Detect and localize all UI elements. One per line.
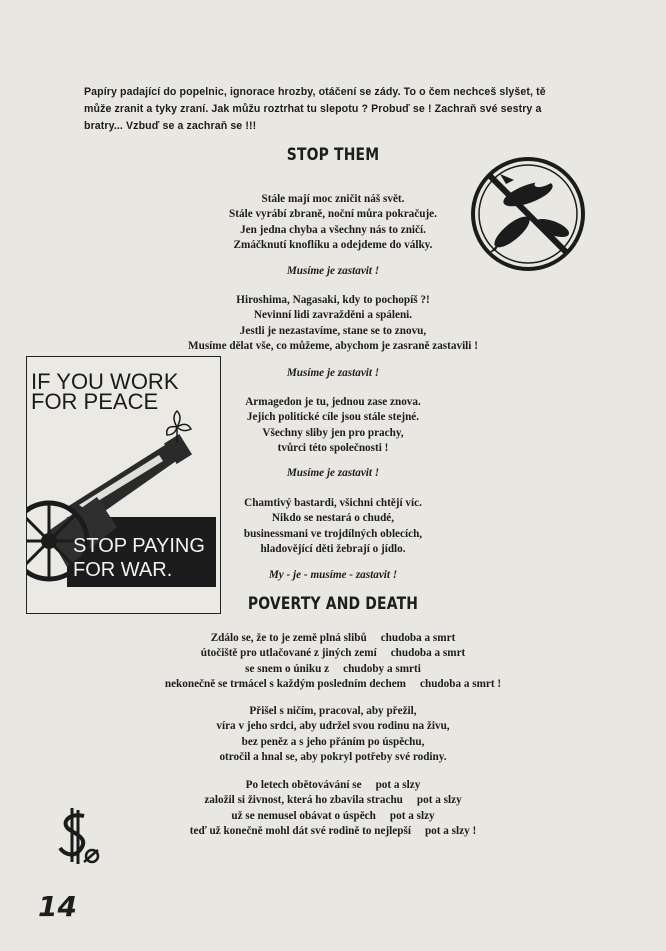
poster-top-line-2: FOR PEACE bbox=[31, 389, 159, 414]
stop-them-stanza-2 bbox=[0, 293, 666, 355]
peace-poster-image bbox=[26, 356, 221, 614]
verse-line: Nevinní lidi zavražděni a spáleni. bbox=[253, 309, 413, 322]
verse-line: hladovějící děti žebrají o jídlo. bbox=[260, 543, 406, 556]
poster-bottom-line-2: FOR WAR. bbox=[73, 559, 173, 581]
verse-line: Jejich politické cíle jsou stále stejné. bbox=[246, 411, 420, 424]
verse-line: teď už konečně mohl dát své rodině to nejlepší pot a slzy ! bbox=[189, 825, 477, 838]
verse-line: Jestli je nezastavíme, stane se to znovu, bbox=[239, 324, 427, 337]
verse-line: se snem o úniku z chudoby a smrti bbox=[245, 662, 421, 675]
refrain: Musíme je zastavit ! bbox=[286, 265, 380, 277]
verse-line: Armagedon je tu, jednou zase znova. bbox=[245, 396, 421, 408]
dollar-doodle-icon bbox=[54, 806, 104, 870]
verse-line: Nikdo se nestará o chudé, bbox=[271, 512, 395, 525]
cannon-illustration bbox=[27, 357, 220, 613]
intro-line: může zranit a tyky zraní. Jak můžu roztrhat tu slepotu ? Probuď se ! Zachraň své sestry a bbox=[84, 103, 542, 115]
verse-line: útočiště pro utlačované z jiných zemí chudoba a smrt bbox=[200, 647, 466, 660]
page-number: 14 bbox=[38, 890, 77, 923]
verse-line: už se nemusel obávat o úspěch pot a slzy bbox=[231, 809, 435, 822]
verse-line: bez peněz a s jeho přáním po úspěchu, bbox=[241, 735, 425, 748]
intro-paragraph bbox=[84, 84, 588, 135]
verse-line: Všechny sliby jen pro prachy, bbox=[262, 426, 404, 439]
verse-line: založil si živnost, která ho zbavila strachu pot a slzy bbox=[204, 794, 462, 807]
verse-line: nekonečně se trmácel s každým posledním dechem chudoba a smrt ! bbox=[164, 678, 502, 691]
verse-line: businessmani ve trojdílných oblecích, bbox=[243, 527, 423, 540]
poverty-stanza-2 bbox=[0, 704, 666, 766]
refrain: Musíme je zastavit ! bbox=[286, 367, 380, 379]
verse-line: Po letech obětovávání se pot a slzy bbox=[245, 779, 421, 791]
verse-line: Přišel s ničím, pracoval, aby přežil, bbox=[249, 705, 417, 717]
verse-line: Zdálo se, že to je země plná slibů chudoba a smrt bbox=[210, 632, 456, 644]
flower-in-barrel bbox=[167, 411, 191, 435]
verse-line: víra v jeho srdci, aby udržel svou rodinu na živu, bbox=[216, 720, 450, 733]
verse-line: Hiroshima, Nagasaki, kdy to pochopíš ?! bbox=[236, 294, 430, 306]
verse-line: Zmáčknutí knoflíku a odejdeme do války. bbox=[233, 239, 433, 252]
stop-them-title: STOP THEM bbox=[286, 145, 380, 165]
verse-line: tvůrci této společnosti ! bbox=[277, 442, 389, 455]
refrain: My - je - musíme - zastavit ! bbox=[268, 569, 398, 581]
verse-line: Stále vyrábí zbraně, noční můra pokračuje. bbox=[229, 208, 437, 221]
verse-line: otročil a hnal se, aby pokryl potřeby své rodiny. bbox=[219, 751, 447, 764]
poster-top-line-1: IF YOU WORK bbox=[31, 369, 179, 394]
intro-line: Papíry padající do popelnic, ignorace hrozby, otáčení se zády. To o čem nechceš slyšet, tě bbox=[84, 86, 546, 98]
intro-line: bratry... Vzbuď se a zachraň se !!! bbox=[84, 120, 257, 132]
verse-line: Chamtivý bastardi, všichni chtějí víc. bbox=[244, 497, 422, 509]
verse-line: Jen jedna chyba a všechny nás to zničí. bbox=[240, 223, 426, 236]
verse-line: Musíme dělat vše, co můžeme, abychom je zasraně zastavili ! bbox=[188, 340, 478, 353]
poverty-and-death-title: POVERTY AND DEATH bbox=[247, 594, 419, 614]
poster-bottom-line-1: STOP PAYING bbox=[73, 535, 205, 557]
crossed-bombs-emblem-icon bbox=[466, 154, 590, 274]
verse-line: Stále mají moc zničit náš svět. bbox=[261, 193, 405, 205]
refrain: Musíme je zastavit ! bbox=[286, 467, 380, 479]
poverty-stanza-1 bbox=[0, 631, 666, 693]
